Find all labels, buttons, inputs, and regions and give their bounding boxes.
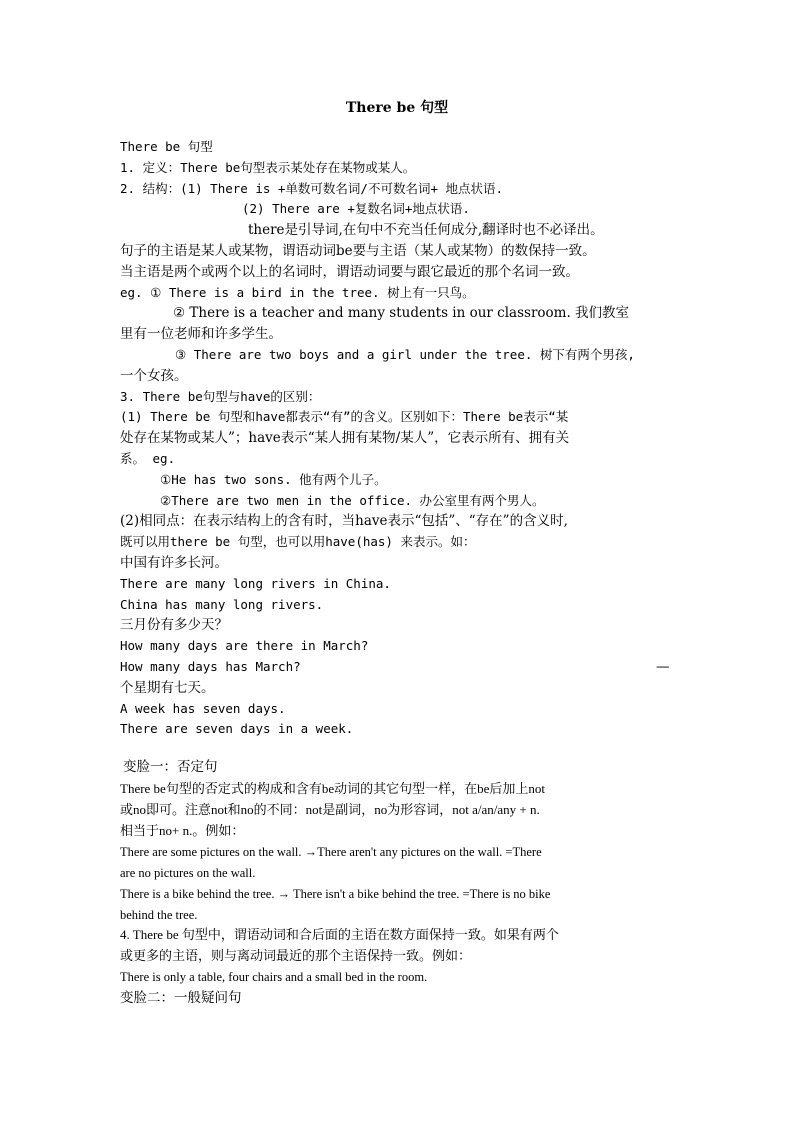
agreement-rule-1: 4. There be 句型中，谓语动词和合后面的主语在数方面保持一致。如果有两个 [120, 927, 559, 942]
similarity-line-1: (2)相同点：在表示结构上的含有时，当have表示“包括”、“存在”的含义时, [120, 513, 568, 529]
subject-agreement-2: 当主语是两个或两个以上的名词时，谓语动词要与跟它最近的那个名词一致。 [120, 264, 579, 280]
similarity-line-2: 既可以用there be 句型，也可以用have(has) 来表示。如： [120, 534, 476, 549]
china-en-2: China has many long rivers. [120, 597, 324, 612]
week-en-1: A week has seven days. [120, 701, 286, 716]
example-2a: ② There is a teacher and many students in our classroom. 我们教室 [173, 305, 630, 321]
dash-mark: — [656, 659, 670, 675]
document-title: There be 句型 [345, 100, 449, 116]
negative-example-2b: behind the tree. [120, 908, 198, 922]
negative-line-1: There be句型的否定式的构成和含有be动词的其它句型一样，在be后加上not [120, 781, 545, 796]
question-heading: 变脸二：一般疑问句 [120, 990, 242, 1006]
structure-line-2: (2) There are +复数名词+地点状语. [242, 201, 470, 216]
agreement-rule-2: 或更多的主语，则与离动词最近的那个主语保持一致。例如： [120, 948, 472, 963]
example-2b: 里有一位老师和许多学生。 [120, 326, 282, 342]
negative-heading: 变脸一：否定句 [123, 759, 218, 775]
difference-line-1: (1) There be 句型和have都表示“有”的含义。区别如下：There be表示“某 [120, 409, 569, 424]
there-example: ②There are two men in the office. 办公室里有两个男人。 [160, 493, 545, 508]
week-cn: 个星期有七天。 [120, 680, 215, 696]
week-en-2: There are seven days in a week. [120, 721, 354, 736]
example-3b: 一个女孩。 [120, 368, 188, 384]
difference-line-2: 处存在某物或某人”；have表示“某人拥有某物/某人”，它表示所有、拥有关 [120, 430, 570, 446]
difference-line-3: 系。 eg. [120, 451, 176, 466]
china-en-1: There are many long rivers in China. [120, 576, 391, 591]
section-heading: There be 句型 [120, 139, 213, 154]
have-example: ①He has two sons. 他有两个儿子。 [160, 472, 387, 487]
definition-line: 1. 定义：There be句型表示某处存在某物或某人。 [120, 160, 416, 175]
march-en-2: How many days has March? [120, 659, 301, 674]
there-note: there是引导词,在句中不充当任何成分,翻译时也不必译出。 [248, 222, 604, 238]
section-3-heading: 3. There be句型与have的区别： [120, 389, 321, 404]
china-cn: 中国有许多长河。 [120, 555, 228, 571]
negative-line-2: 或no即可。注意not和no的不同：not是副词，no为形容词，not a/an/any + n. [120, 802, 540, 817]
example-1: eg. ① There is a bird in the tree. 树上有一只鸟。 [120, 285, 475, 300]
agreement-example: There is only a table, four chairs and a small bed in the room. [120, 970, 428, 984]
negative-example-1a: There are some pictures on the wall. →There aren't any pictures on the wall. =There [120, 845, 542, 859]
subject-agreement-1: 句子的主语是某人或某物，谓语动词be要与主语（某人或某物）的数保持一致。 [120, 243, 596, 259]
negative-example-2a: There is a bike behind the tree. → There isn't a bike behind the tree. =There is no bike [120, 887, 551, 901]
march-cn: 三月份有多少天？ [120, 617, 228, 633]
march-en-1: How many days are there in March? [120, 638, 369, 653]
example-3a: ③ There are two boys and a girl under the tree. 树下有两个男孩, [175, 347, 635, 362]
negative-line-3: 相当于no+ n.。例如： [120, 823, 245, 838]
structure-line-1: 2. 结构：(1) There is +单数可数名词/不可数名词+ 地点状语. [120, 181, 504, 196]
negative-example-1b: are no pictures on the wall. [120, 866, 256, 880]
